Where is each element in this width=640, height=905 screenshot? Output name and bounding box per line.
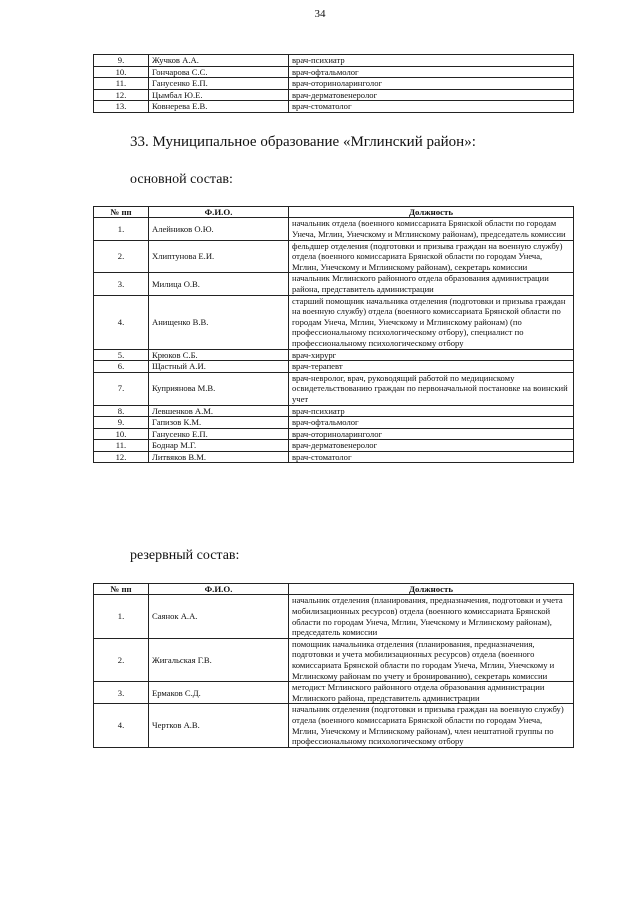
table-row (94, 101, 574, 113)
row-name: Саянок А.А. (149, 595, 289, 638)
table-row (94, 295, 574, 349)
row-name: Левшенков А.М. (149, 405, 289, 417)
table-row (94, 78, 574, 90)
table-row (94, 218, 574, 240)
row-name: Хлиптунова Е.И. (149, 240, 289, 273)
reserve-composition-table (93, 583, 574, 748)
row-number: 3. (94, 273, 149, 295)
table-row (94, 66, 574, 78)
row-number: 11. (94, 78, 149, 90)
row-number: 12. (94, 451, 149, 463)
row-position: начальник Мглинского районного отдела образования администрации района, представитель администрации (289, 273, 574, 295)
table-row (94, 361, 574, 373)
table-row (94, 638, 574, 681)
row-name: Боднар М.Г. (149, 440, 289, 452)
table-row (94, 417, 574, 429)
row-position: врач-хирург (289, 349, 574, 361)
header-num: № пп (94, 584, 149, 595)
row-position: методист Мглинского районного отдела образования администрации Мглинского района, представитель администрации (289, 682, 574, 704)
row-position: врач-офтальмолог (289, 66, 574, 78)
row-number: 9. (94, 55, 149, 67)
row-position: врач-дерматовенеролог (289, 89, 574, 101)
header-name: Ф.И.О. (149, 584, 289, 595)
row-number: 2. (94, 638, 149, 681)
header-position: Должность (289, 207, 574, 218)
main-composition-table (93, 206, 574, 463)
table-row (94, 595, 574, 638)
row-name: Чертков А.В. (149, 704, 289, 747)
row-number: 7. (94, 372, 149, 405)
reserve-composition-label: резервный состав: (130, 548, 240, 563)
row-number: 2. (94, 240, 149, 273)
page-number: 34 (314, 8, 326, 20)
row-number: 4. (94, 295, 149, 349)
row-number: 8. (94, 405, 149, 417)
row-name: Милица О.В. (149, 273, 289, 295)
row-number: 4. (94, 704, 149, 747)
row-name: Ганусенко Е.П. (149, 78, 289, 90)
table-row (94, 89, 574, 101)
row-name: Гончарова С.С. (149, 66, 289, 78)
table-row (94, 372, 574, 405)
row-position: фельдшер отделения (подготовки и призыва граждан на военную службу) отдела (военного комиссариата Брянской области по городам Унеча, Мглин, Унечскому и Мглинскому районам), секретарь комиссии (289, 240, 574, 273)
row-position: врач-стоматолог (289, 101, 574, 113)
row-position: старший помощник начальника отделения (подготовки и призыва граждан на военную службу) отдела (военного комиссариата Брянской области по городам Унеча, Мглин, Унечскому и Мглинскому районам) (по профессиональному психологическому отбору), специалист по профессиональному психологическому отбору (289, 295, 574, 349)
row-name: Гапизов К.М. (149, 417, 289, 429)
table-row (94, 440, 574, 452)
row-name: Анищенко В.В. (149, 295, 289, 349)
main-composition-label: основной состав: (130, 172, 233, 187)
row-name: Литвяков В.М. (149, 451, 289, 463)
row-name: Ермаков С.Д. (149, 682, 289, 704)
row-name: Ковнерева Е.В. (149, 101, 289, 113)
row-number: 6. (94, 361, 149, 373)
table-row (94, 451, 574, 463)
row-number: 12. (94, 89, 149, 101)
row-number: 10. (94, 428, 149, 440)
row-position: врач-психиатр (289, 55, 574, 67)
row-position: врач-офтальмолог (289, 417, 574, 429)
table-row (94, 704, 574, 747)
row-number: 1. (94, 218, 149, 240)
row-name: Куприянова М.В. (149, 372, 289, 405)
row-number: 10. (94, 66, 149, 78)
row-name: Цымбал Ю.Е. (149, 89, 289, 101)
row-position: начальник отделения (подготовки и призыва граждан на военную службу) отдела (военного комиссариата Брянской области по городам Унеча, Мглин, Унечскому и Мглинскому районам), член нештатной группы по профессиональному психологическому отбору (289, 704, 574, 747)
row-name: Жигальская Г.В. (149, 638, 289, 681)
row-position: врач-стоматолог (289, 451, 574, 463)
row-position: врач-психиатр (289, 405, 574, 417)
row-position: врач-дерматовенеролог (289, 440, 574, 452)
row-name: Щастный А.И. (149, 361, 289, 373)
row-number: 13. (94, 101, 149, 113)
table-row (94, 428, 574, 440)
row-position: помощник начальника отделения (планирования, предназначения, подготовки и учета мобилизационных ресурсов) отдела (военного комиссариата Брянской области по городам Унеча, Мглин, Унечскому и Мглинскому районам по учету и бронированию), секретарь комиссии (289, 638, 574, 681)
row-number: 1. (94, 595, 149, 638)
row-name: Жучков А.А. (149, 55, 289, 67)
table-row (94, 55, 574, 67)
row-position: врач-терапевт (289, 361, 574, 373)
row-position: врач-оториноларинголог (289, 428, 574, 440)
section-heading: 33. Муниципальное образование «Мглинский район»: (130, 134, 476, 150)
header-name: Ф.И.О. (149, 207, 289, 218)
continuation-table (93, 54, 574, 113)
table-row (94, 273, 574, 295)
header-position: Должность (289, 584, 574, 595)
row-name: Ганусенко Е.П. (149, 428, 289, 440)
row-position: врач-невролог, врач, руководящий работой по медицинскому освидетельствованию граждан по первоначальной постановке на воинский учет (289, 372, 574, 405)
row-number: 5. (94, 349, 149, 361)
row-position: начальник отдела (военного комиссариата Брянской области по городам Унеча, Мглин, Унечскому и Мглинскому районам), председатель комиссии (289, 218, 574, 240)
table-row (94, 405, 574, 417)
table-row (94, 682, 574, 704)
table-row (94, 240, 574, 273)
row-position: начальник отделения (планирования, предназначения, подготовки и учета мобилизационных ресурсов) отдела (военного комиссариата Брянской области по городам Унеча, Мглин, Унечскому и Мглинскому районам), председатель комиссии (289, 595, 574, 638)
row-number: 9. (94, 417, 149, 429)
row-number: 3. (94, 682, 149, 704)
row-name: Крюков С.Б. (149, 349, 289, 361)
header-num: № пп (94, 207, 149, 218)
row-name: Алейников О.Ю. (149, 218, 289, 240)
table-row (94, 349, 574, 361)
row-position: врач-оториноларинголог (289, 78, 574, 90)
row-number: 11. (94, 440, 149, 452)
